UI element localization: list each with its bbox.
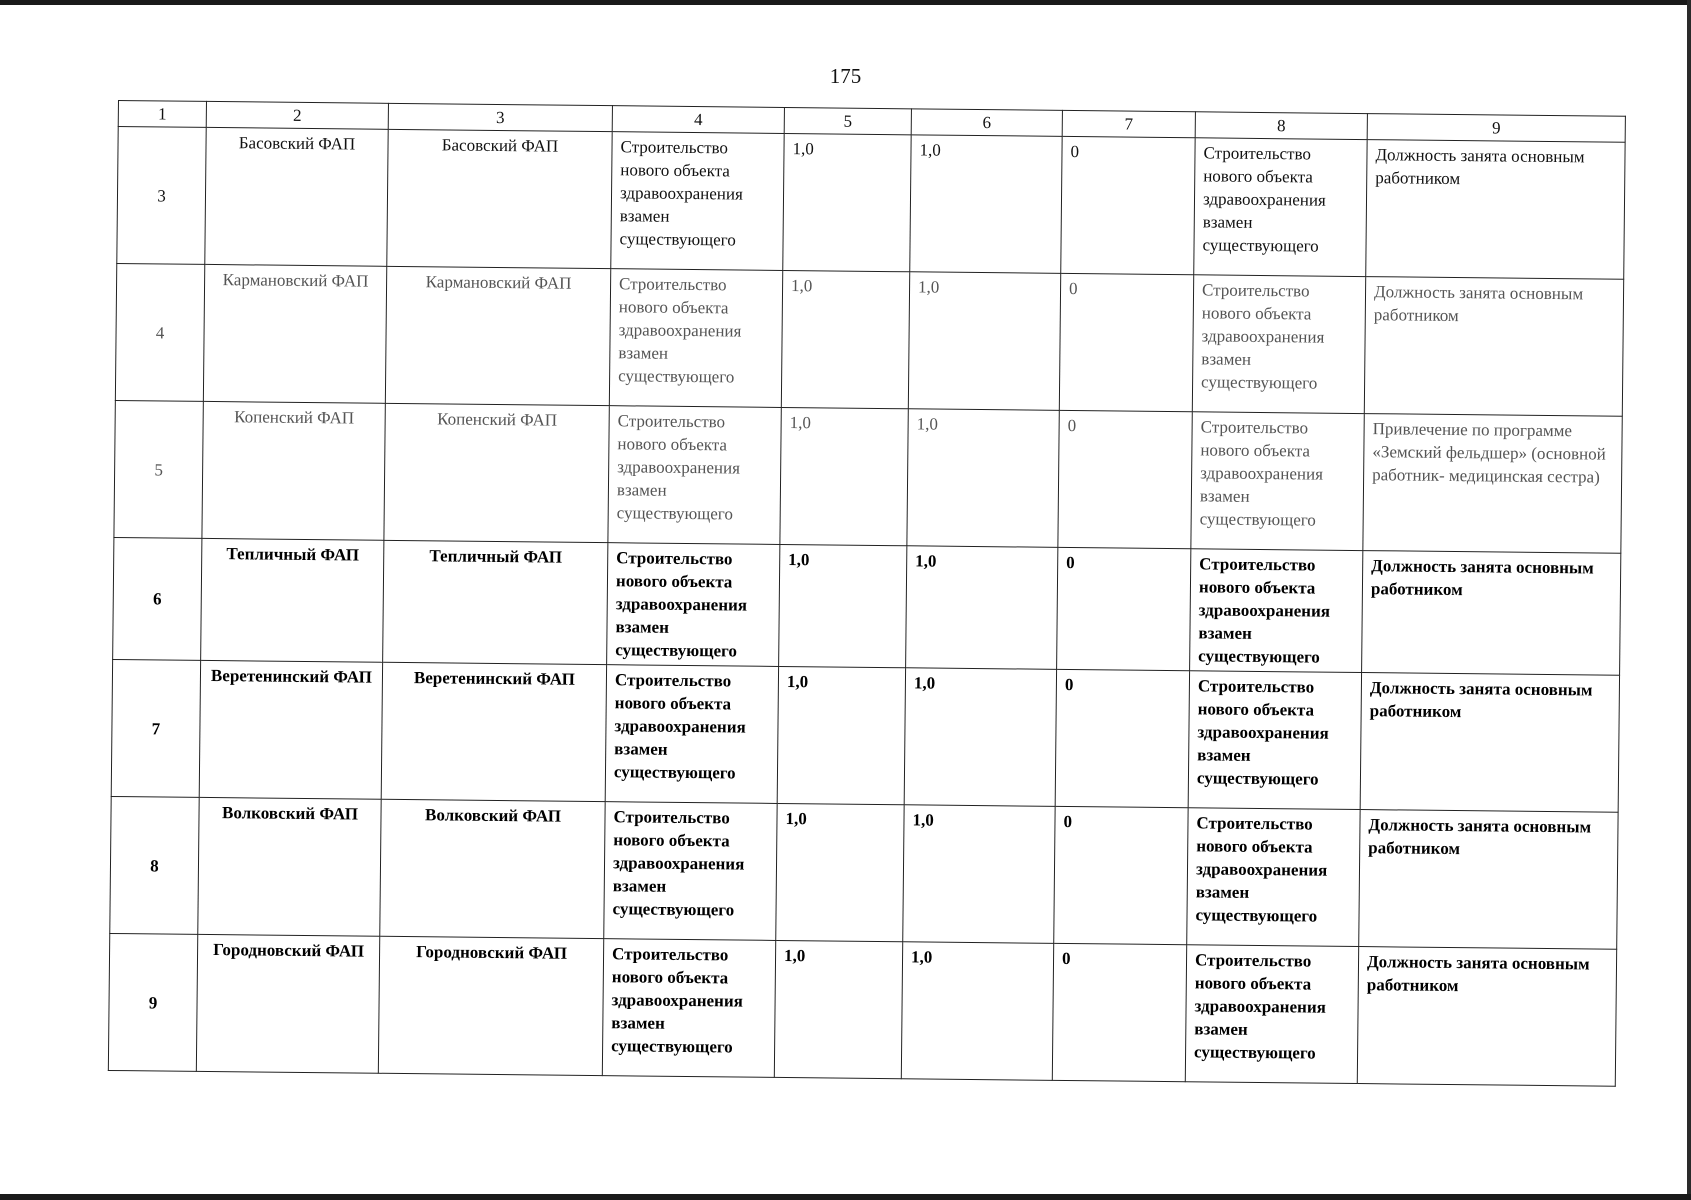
value-cell: 0 xyxy=(1058,410,1192,548)
value-cell: 0 xyxy=(1057,547,1191,670)
facility-name-current: Копенский ФАП xyxy=(384,403,609,542)
value-cell: 1,0 xyxy=(777,666,905,804)
row-number: 6 xyxy=(113,537,202,660)
facility-name: Копенский ФАП xyxy=(202,401,385,540)
planned-action: Строительство нового объекта здравоохранения взамен существующего xyxy=(602,939,775,1078)
column-header: 1 xyxy=(118,101,206,128)
value-cell: 1,0 xyxy=(908,272,1060,411)
facility-name-current: Веретенинский ФАП xyxy=(381,662,606,801)
column-header: 8 xyxy=(1195,112,1367,140)
action-description: Строительство нового объекта здравоохранения взамен существующего xyxy=(1192,275,1365,414)
planned-action: Строительство нового объекта здравоохранения взамен существующего xyxy=(607,543,780,667)
value-cell: 0 xyxy=(1055,669,1189,807)
planned-action: Строительство нового объекта здравоохранения взамен существующего xyxy=(611,132,784,271)
planned-action: Строительство нового объекта здравоохранения взамен существующего xyxy=(609,269,782,408)
facility-name-current: Кармановский ФАП xyxy=(385,266,610,405)
table-row xyxy=(110,796,1618,949)
staffing-note: Привлечение по программе «Земский фельдшер» (основной работник- медицинская сестра) xyxy=(1363,414,1622,554)
value-cell: 1,0 xyxy=(901,942,1053,1081)
facility-name-current: Тепличный ФАП xyxy=(383,540,608,664)
action-description: Строительство нового объекта здравоохранения взамен существующего xyxy=(1185,945,1358,1084)
column-header: 5 xyxy=(784,107,911,134)
table-row xyxy=(113,537,1621,675)
scan-border-right xyxy=(1687,0,1691,1200)
table-row xyxy=(115,263,1623,416)
column-header: 6 xyxy=(911,109,1062,137)
action-description: Строительство нового объекта здравоохранения взамен существующего xyxy=(1188,671,1361,810)
action-description: Строительство нового объекта здравоохранения взамен существующего xyxy=(1187,808,1360,947)
value-cell: 0 xyxy=(1061,136,1195,274)
table-row xyxy=(111,659,1619,812)
action-description: Строительство нового объекта здравоохранения взамен существующего xyxy=(1190,549,1363,673)
table-row xyxy=(117,127,1625,280)
facility-name: Басовский ФАП xyxy=(205,127,388,266)
value-cell: 1,0 xyxy=(907,409,1059,548)
scan-border-bottom xyxy=(0,1194,1691,1200)
facility-name: Веретенинский ФАП xyxy=(199,660,382,799)
value-cell: 1,0 xyxy=(910,135,1062,274)
planned-action: Строительство нового объекта здравоохранения взамен существующего xyxy=(608,406,781,545)
value-cell: 1,0 xyxy=(783,133,911,271)
scan-border-top xyxy=(0,0,1691,5)
planned-action: Строительство нового объекта здравоохранения взамен существующего xyxy=(605,665,778,804)
value-cell: 0 xyxy=(1059,273,1193,411)
facility-name: Городновский ФАП xyxy=(196,934,379,1073)
column-header: 9 xyxy=(1367,114,1625,143)
staffing-note: Должность занята основным работником xyxy=(1366,140,1625,280)
action-description: Строительство нового объекта здравоохранения взамен существующего xyxy=(1191,412,1364,551)
staffing-note: Должность занята основным работником xyxy=(1364,277,1623,417)
row-number: 3 xyxy=(117,127,206,265)
column-header: 2 xyxy=(206,101,388,129)
row-number: 9 xyxy=(108,933,197,1071)
value-cell: 1,0 xyxy=(904,668,1056,807)
value-cell: 1,0 xyxy=(774,940,902,1078)
facility-name-current: Басовский ФАП xyxy=(387,129,612,268)
value-cell: 1,0 xyxy=(779,544,907,667)
table-row xyxy=(114,400,1622,553)
staffing-note: Должность занята основным работником xyxy=(1357,947,1616,1087)
column-header: 3 xyxy=(388,103,612,131)
facility-name: Волковский ФАП xyxy=(198,797,381,936)
facility-name-current: Городновский ФАП xyxy=(378,936,603,1075)
planned-action: Строительство нового объекта здравоохранения взамен существующего xyxy=(604,802,777,941)
facility-name: Кармановский ФАП xyxy=(203,264,386,403)
facility-name: Тепличный ФАП xyxy=(201,538,384,662)
page-number: 175 xyxy=(829,64,862,88)
data-table xyxy=(108,100,1626,1087)
value-cell: 1,0 xyxy=(781,270,909,408)
column-header: 7 xyxy=(1062,110,1195,137)
table-row xyxy=(108,933,1616,1086)
row-number: 5 xyxy=(114,400,203,538)
row-number: 4 xyxy=(115,263,204,401)
value-cell: 1,0 xyxy=(903,805,1055,944)
value-cell: 0 xyxy=(1054,806,1188,944)
staffing-note: Должность занята основным работником xyxy=(1359,810,1618,950)
staffing-note: Должность занята основным работником xyxy=(1362,551,1621,676)
value-cell: 1,0 xyxy=(776,803,904,941)
value-cell: 0 xyxy=(1052,943,1186,1081)
facility-name-current: Волковский ФАП xyxy=(380,799,605,938)
value-cell: 1,0 xyxy=(906,546,1058,670)
column-header: 4 xyxy=(612,106,784,134)
row-number: 7 xyxy=(111,659,200,797)
value-cell: 1,0 xyxy=(780,407,908,545)
row-number: 8 xyxy=(110,796,199,934)
staffing-note: Должность занята основным работником xyxy=(1360,673,1619,813)
action-description: Строительство нового объекта здравоохранения взамен существующего xyxy=(1194,138,1367,277)
